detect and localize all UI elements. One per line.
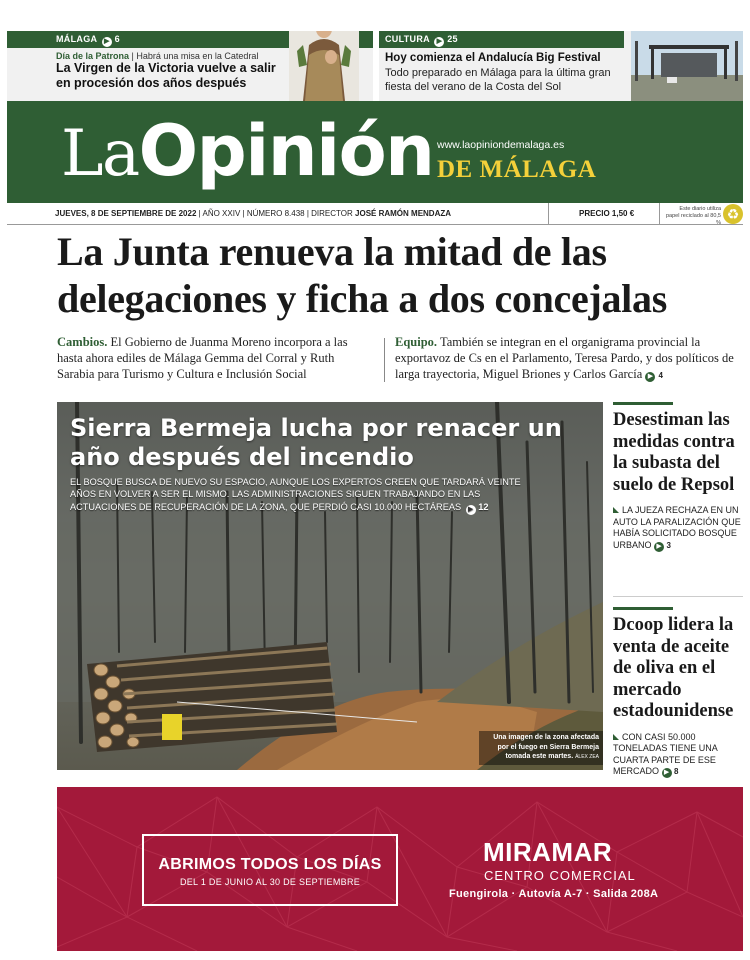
photo-story-text xyxy=(70,476,540,515)
masthead-opinion: Opinión xyxy=(138,110,434,192)
photo-story-body: EL BOSQUE BUSCA DE NUEVO SU ESPACIO, AUNQUE LOS EXPERTOS CREEN QUE TARDARÁ VEINTE AÑOS EN VOLVER A SER EL MISMO. LAS ADMINISTRACIONES SIGUEN TRABAJANDO EN LAS ACTUACIONES DE RECUPERACIÓN DE LA ZONA, QUE PERDIÓ CASI 10.000 HECTÁREAS xyxy=(70,477,521,512)
ad-box-line2: DEL 1 DE JUNIO AL 30 DE SEPTIEMBRE xyxy=(179,877,361,887)
masthead-subtitle: DE MÁLAGA xyxy=(437,156,597,183)
side-story-headline[interactable]: Dcoop lidera la venta de aceite de oliva en el mercado estadounidense xyxy=(613,615,734,721)
page-marker-icon: ▶ xyxy=(102,37,112,47)
teaser-page: 6 xyxy=(114,34,120,44)
deck-right xyxy=(395,334,741,384)
director-name: JOSÉ RAMÓN MENDAZA xyxy=(355,209,452,218)
masthead-logo[interactable] xyxy=(61,111,434,194)
teaser-section: CULTURA xyxy=(385,34,430,44)
photo-story-title[interactable]: Sierra Bermeja lucha por renacer un año después del incendio xyxy=(70,414,562,471)
issue-year: AÑO XXIV xyxy=(202,209,241,218)
masthead xyxy=(7,101,743,203)
director-label: DIRECTOR xyxy=(311,209,353,218)
recycle-icon: ♻ xyxy=(723,204,743,224)
story-rule xyxy=(613,607,673,610)
column-divider xyxy=(613,596,743,597)
side-story-text xyxy=(613,732,743,779)
photo-caption-text: Una imagen de la zona afectada por el fuego en Sierra Bermeja tomada este martes. xyxy=(493,734,599,760)
side-story-body: CON CASI 50.000 TONELADAS TIENE UNA CUARTA PARTE DE ESE MERCADO xyxy=(613,731,718,776)
masthead-la: La xyxy=(61,117,139,191)
side-story-repsol[interactable] xyxy=(613,402,743,552)
top-teasers xyxy=(7,31,743,101)
side-story-page: 8 xyxy=(674,767,679,776)
teaser-kicker: Día de la Patrona xyxy=(56,51,130,61)
issue-date: JUEVES, 8 DE SEPTIEMBRE DE 2022 xyxy=(55,209,197,218)
teaser-malaga[interactable] xyxy=(7,31,373,101)
page-marker-icon: ▶ xyxy=(434,37,444,47)
deck-right-page: 4 xyxy=(658,371,663,380)
teaser-kicker-line: Día de la Patrona | Habrá una misa en la Catedral xyxy=(56,51,259,61)
page-marker-icon: ▶ xyxy=(654,542,664,552)
ad-location: Fuengirola · Autovía A-7 · Salida 208A xyxy=(449,888,659,900)
side-story-body: LA JUEZA RECHAZA EN UN AUTO LA PARALIZACIÓN QUE HABÍA SOLICITADO BOSQUE URBANO xyxy=(613,505,741,550)
ad-opening-box xyxy=(142,834,398,906)
deck-divider xyxy=(384,338,385,382)
side-story-page: 3 xyxy=(666,540,671,550)
teaser-text: Todo preparado en Málaga para la última gran fiesta del verano de la Costa del Sol xyxy=(385,67,611,93)
corner-marker-icon xyxy=(613,507,619,513)
virgin-statue-image xyxy=(289,31,359,101)
issue-price: PRECIO 1,50 € xyxy=(548,203,660,225)
teaser-section-bar xyxy=(379,31,624,48)
ad-box-line1: ABRIMOS TODOS LOS DÍAS xyxy=(158,856,382,873)
deck-right-lead: Equipo. xyxy=(395,335,438,349)
deck-right-text: También se integran en el organigrama provincial la exportavoz de Cs en el Parlamento, Teresa Pardo, y dos políticos de larga trayectoria, Miguel Briones y Carlos García xyxy=(395,335,734,381)
deck-left-lead: Cambios. xyxy=(57,335,108,349)
issue-info-bar xyxy=(7,203,743,225)
deck-left-text: El Gobierno de Juanma Moreno incorpora a las hasta ahora ediles de Málaga Gemma del Corral y Ruth Sarabia para Turismo y Cultura e Inclusión Social xyxy=(57,335,348,381)
photo-caption xyxy=(479,731,603,765)
ad-brand-sub: CENTRO COMERCIAL xyxy=(484,868,636,883)
issue-number: NÚMERO 8.438 xyxy=(246,209,305,218)
photo-story-page: 12 xyxy=(478,501,489,512)
teaser-title: La Virgen de la Victoria vuelve a salir en procesión dos años después xyxy=(56,61,276,90)
teaser-section: MÁLAGA xyxy=(56,34,97,44)
corner-marker-icon xyxy=(613,734,619,740)
page-marker-icon: ▶ xyxy=(662,768,672,778)
photo-story[interactable] xyxy=(57,402,603,770)
story-rule xyxy=(613,402,673,405)
main-headline[interactable]: La Junta renueva la mitad de las delegaciones y ficha a dos concejalas xyxy=(57,229,667,321)
page-marker-icon: ▶ xyxy=(466,505,476,515)
photo-credit: ÁLEX ZEA xyxy=(575,754,599,760)
miramar-advertisement[interactable] xyxy=(57,787,743,951)
masthead-url[interactable]: www.laopiniondemalaga.es xyxy=(437,139,565,151)
teaser-title: Hoy comienza el Andalucía Big Festival xyxy=(385,52,601,64)
side-story-dcoop[interactable] xyxy=(613,607,743,778)
teaser-cultura[interactable] xyxy=(379,31,743,101)
teaser-sub: Habrá una misa en la Catedral xyxy=(136,51,259,61)
teaser-page: 25 xyxy=(447,34,458,44)
side-story-headline[interactable]: Desestiman las medidas contra la subasta del suelo de Repsol xyxy=(613,410,735,495)
ad-brand: MIRAMAR xyxy=(483,837,613,867)
side-story-text xyxy=(613,505,743,552)
recycled-paper-note: Este diario utiliza papel reciclado al 80,5 % xyxy=(665,206,721,226)
festival-stage-image xyxy=(631,31,743,101)
page-marker-icon: ▶ xyxy=(645,372,655,382)
issue-info: JUEVES, 8 DE SEPTIEMBRE DE 2022 | AÑO XXIV | NÚMERO 8.438 | DIRECTOR JOSÉ RAMÓN MENDAZA xyxy=(55,209,452,218)
deck-left xyxy=(57,334,373,382)
